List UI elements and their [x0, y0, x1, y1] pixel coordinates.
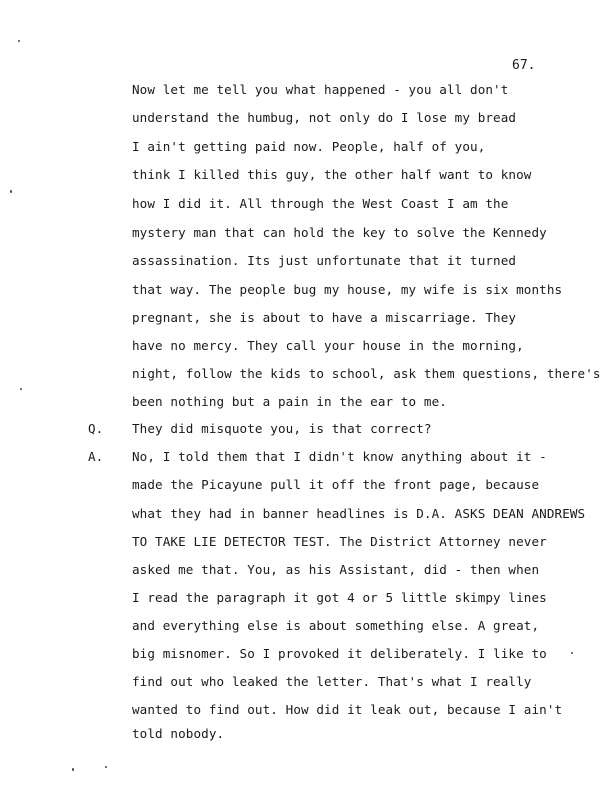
- body-line: mystery man that can hold the key to solve the Kennedy: [132, 225, 547, 240]
- answer-line: I read the paragraph it got 4 or 5 little skimpy lines: [132, 590, 547, 605]
- answer-line: told nobody.: [132, 726, 225, 741]
- answer-line: and everything else is about something else. A great,: [132, 618, 540, 633]
- scan-speck: [72, 768, 74, 771]
- body-line: understand the humbug, not only do I lose my bread: [132, 110, 517, 125]
- answer-line: wanted to find out. How did it leak out, because I ain't: [132, 702, 563, 717]
- question-marker: Q.: [88, 421, 104, 436]
- answer-line: made the Picayune pull it off the front page, because: [132, 477, 540, 492]
- answer-line: No, I told them that I didn't know anything about it -: [132, 449, 547, 464]
- body-line: have no mercy. They call your house in the morning,: [132, 338, 524, 353]
- body-line: that way. The people bug my house, my wife is six months: [132, 282, 563, 297]
- body-line: been nothing but a pain in the ear to me.: [132, 394, 447, 409]
- answer-marker: A.: [88, 449, 104, 464]
- page-number: 67.: [512, 58, 536, 73]
- answer-line: what they had in banner headlines is D.A. ASKS DEAN ANDREWS: [132, 506, 586, 521]
- body-line: how I did it. All through the West Coast I am the: [132, 196, 509, 211]
- scan-speck: [18, 40, 20, 42]
- body-line: night, follow the kids to school, ask them questions, there's: [132, 366, 601, 381]
- body-line: think I killed this guy, the other half want to know: [132, 167, 532, 182]
- scan-speck: [20, 388, 22, 390]
- body-line: pregnant, she is about to have a miscarriage. They: [132, 310, 517, 325]
- answer-line: find out who leaked the letter. That's what I really: [132, 674, 532, 689]
- question-text: They did misquote you, is that correct?: [132, 421, 432, 436]
- answer-line: asked me that. You, as his Assistant, did - then when: [132, 562, 540, 577]
- body-line: I ain't getting paid now. People, half of you,: [132, 139, 486, 154]
- answer-line: TO TAKE LIE DETECTOR TEST. The District Attorney never: [132, 534, 547, 549]
- body-line: Now let me tell you what happened - you all don't: [132, 82, 509, 97]
- answer-line: big misnomer. So I provoked it deliberately. I like to: [132, 646, 547, 661]
- scan-speck: [105, 766, 107, 768]
- scan-speck: [10, 190, 12, 193]
- scan-speck: [571, 652, 573, 654]
- body-line: assassination. Its just unfortunate that it turned: [132, 253, 517, 268]
